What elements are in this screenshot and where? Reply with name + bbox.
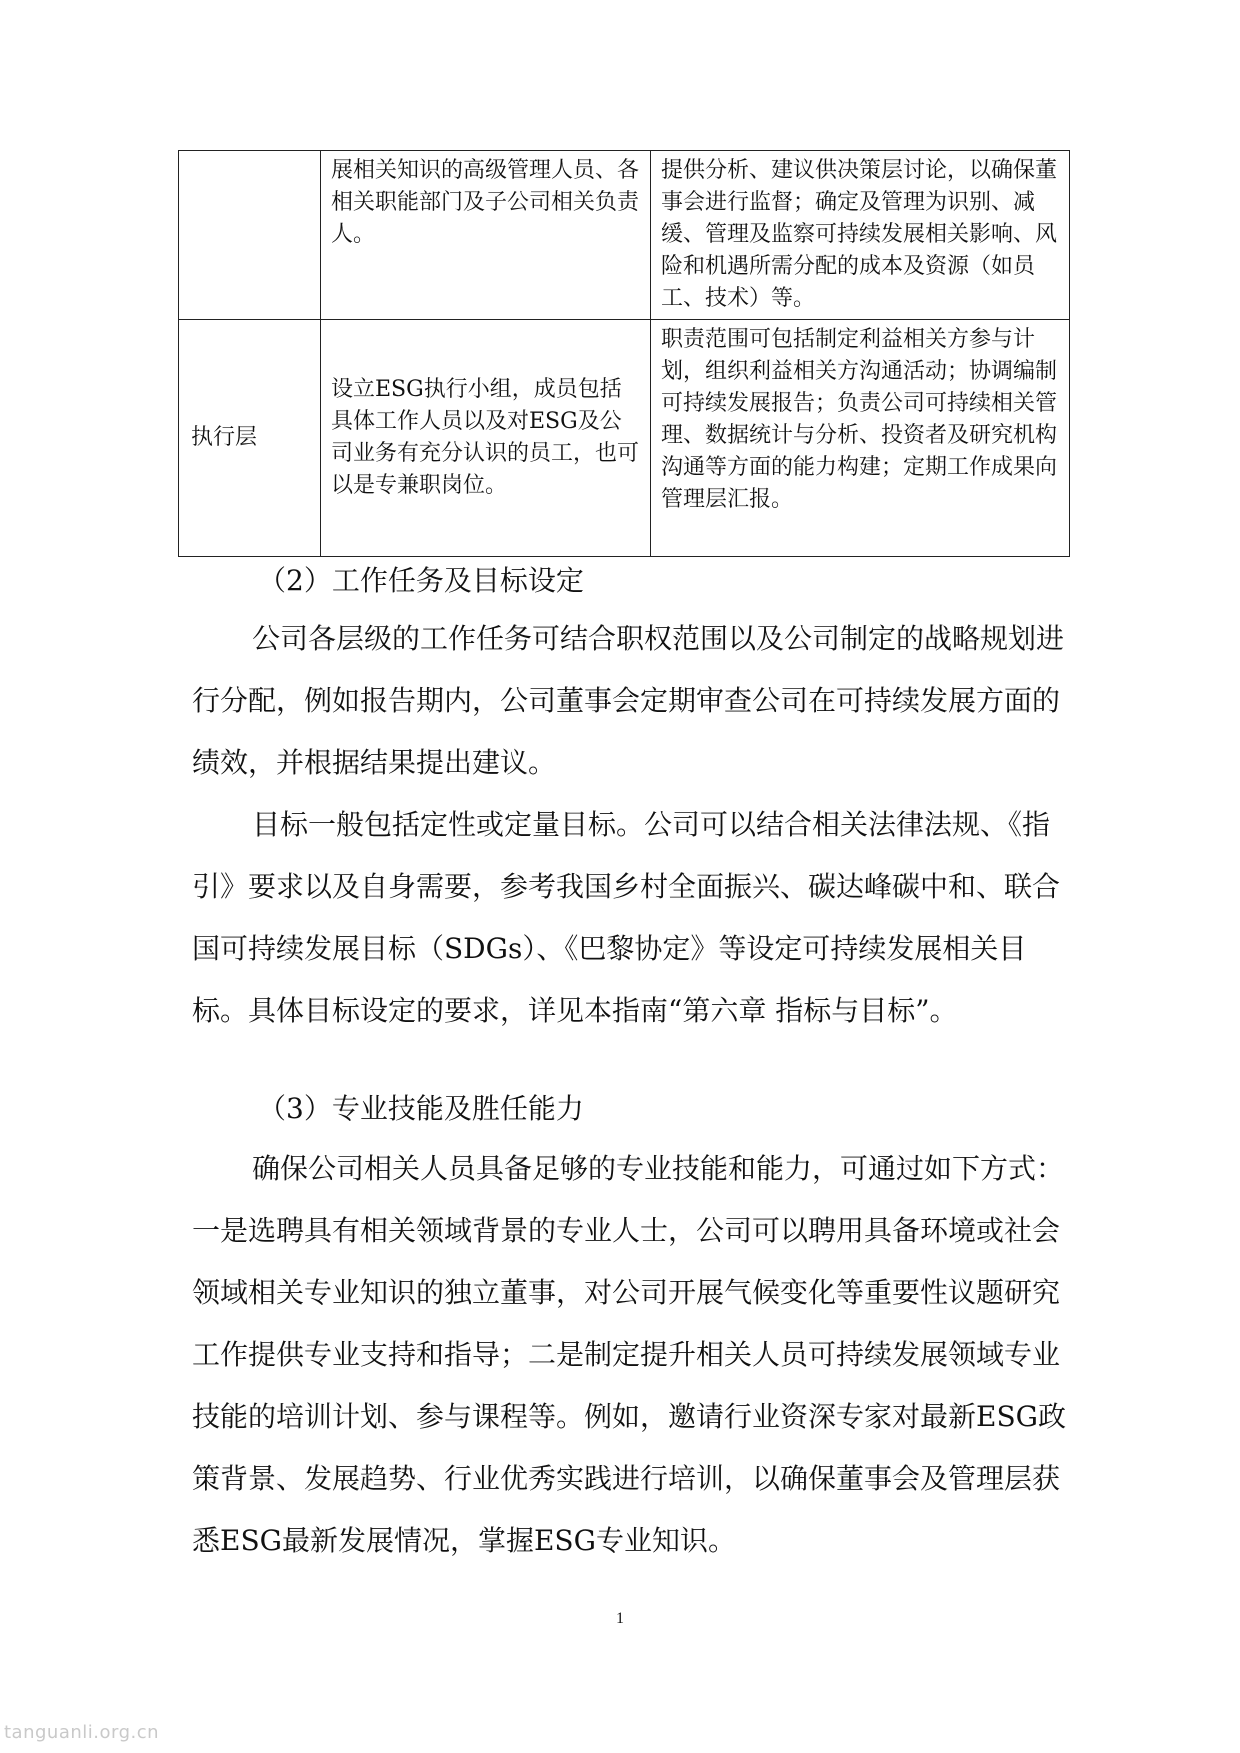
paragraph-text: 公司各层级的工作任务可结合职权范围以及公司制定的战略规划进行分配，例如报告期内，公司董事会定期审查公司在可持续发展方面的绩效，并根据结果提出建议。 [192, 622, 1065, 779]
table-row [179, 320, 1070, 557]
members-cell: 设立ESG执行小组，成员包括具体工作人员以及对ESG及公司业务有充分认识的员工，也可以是专兼职岗位。 [321, 320, 651, 557]
table-row [179, 151, 1070, 320]
members-cell: 展相关知识的高级管理人员、各相关职能部门及子公司相关负责人。 [321, 151, 651, 320]
paragraph [192, 608, 1072, 794]
duties-cell: 提供分析、建议供决策层讨论，以确保董事会进行监督；确定及管理为识别、减缓、管理及监察可持续发展相关影响、风险和机遇所需分配的成本及资源（如员工、技术）等。 [651, 151, 1070, 320]
duties-cell: 职责范围可包括制定利益相关方参与计划，组织利益相关方沟通活动；协调编制可持续发展报告；负责公司可持续相关管理、数据统计与分析、投资者及研究机构沟通等方面的能力构建；定期工作成果向管理层汇报。 [651, 320, 1070, 557]
governance-role-table [178, 150, 1070, 557]
watermark: tanguanli.org.cn [4, 1722, 160, 1743]
level-cell: 执行层 [179, 320, 321, 557]
paragraph [192, 794, 1072, 1042]
paragraph-text: 目标一般包括定性或定量目标。公司可以结合相关法律法规、《指引》要求以及自身需要，参考我国乡村全面振兴、碳达峰碳中和、联合国可持续发展目标（SDGs）、《巴黎协定》等设定可持续发展相关目标。具体目标设定的要求，详见本指南“第六章 指标与目标”。 [192, 808, 1061, 1027]
section-heading-3: （3）专业技能及胜任能力 [258, 1092, 584, 1125]
section-heading-2: （2）工作任务及目标设定 [258, 564, 584, 597]
level-cell [179, 151, 321, 320]
page-number: 1 [616, 1610, 624, 1627]
paragraph [192, 1138, 1072, 1572]
paragraph-text: 确保公司相关人员具备足够的专业技能和能力，可通过如下方式：一是选聘具有相关领域背景的专业人士，公司可以聘用具备环境或社会领域相关专业知识的独立董事，对公司开展气候变化等重要性议题研究工作提供专业支持和指导；二是制定提升相关人员可持续发展领域专业技能的培训计划、参与课程等。例如，邀请行业资深专家对最新ESG政策背景、发展趋势、行业优秀实践进行培训，以确保董事会及管理层获悉ESG最新发展情况，掌握ESG专业知识。 [192, 1152, 1066, 1557]
